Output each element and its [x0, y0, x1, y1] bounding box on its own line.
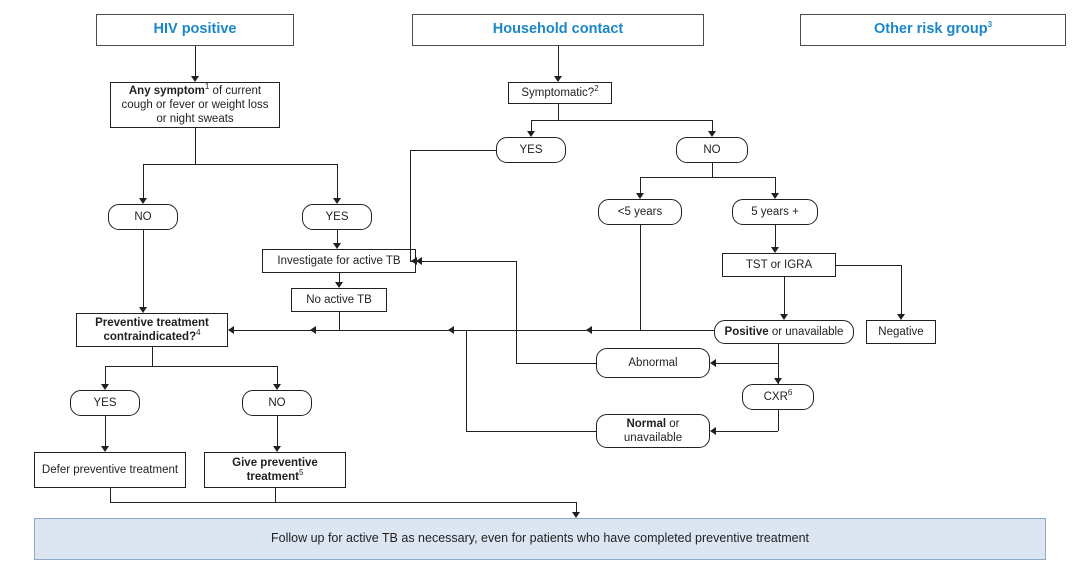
node-contact-no [676, 137, 748, 163]
node-any-symptom-label [115, 84, 275, 126]
edge-contact-no-to-5plus [775, 177, 776, 193]
header-other-risk-group-label [874, 21, 992, 39]
edge-contra-stem [152, 347, 153, 366]
edge-arrow-contra-from-no [139, 307, 147, 313]
edge-symptomatic-stem [558, 104, 559, 120]
node-5-years-plus-label: 5 years + [751, 205, 799, 218]
node-cxr-text: CXR [763, 390, 788, 403]
edge-cxr-to-abnormal-v [778, 363, 779, 384]
node-cxr-superscript: 6 [787, 388, 793, 398]
node-under-5-years-label: <5 years [617, 205, 663, 218]
node-hiv-yes-label: YES [325, 210, 349, 223]
edge-hiv-yes-to-investigate [337, 230, 338, 243]
node-contact-yes-label: YES [519, 143, 543, 156]
edge-any-symptom-bus [143, 164, 337, 165]
edge-arrow-normal [710, 427, 716, 435]
edge-any-symptom-to-no [143, 164, 144, 198]
edge-any-symptom-to-yes [337, 164, 338, 198]
edge-contra-to-yes [105, 366, 106, 384]
edge-arrow-5plus [771, 193, 779, 199]
edge-cxr-to-abnormal-h [716, 363, 778, 364]
node-any-symptom [110, 82, 280, 128]
node-symptomatic [508, 82, 612, 104]
node-contra-no [242, 390, 312, 416]
node-any-symptom-bold: Any symptom [128, 84, 205, 97]
node-hiv-no [108, 204, 178, 230]
node-contact-yes [496, 137, 566, 163]
node-contra-yes [70, 390, 140, 416]
edge-arrow-investigate-from-abnormal [416, 257, 422, 265]
node-symptomatic-superscript: 2 [594, 84, 599, 94]
edge-tst-to-negative-v [901, 265, 902, 314]
edge-symptomatic-to-no [712, 120, 713, 131]
edge-arrow-no-active-tb [335, 282, 343, 288]
edge-arrow-defer [101, 446, 109, 452]
edge-arrow-negative [897, 314, 905, 320]
node-give-preventive-text: Give preventive treatment [232, 456, 318, 483]
node-defer-preventive-treatment [34, 452, 186, 488]
edge-defer-down [110, 488, 111, 502]
edge-arrow-contra-yes [101, 384, 109, 390]
edge-yes-to-defer [105, 416, 106, 446]
edge-contra-to-no [277, 366, 278, 384]
edge-5plus-to-tst [775, 225, 776, 247]
header-other-risk-group-text: Other risk group [873, 21, 988, 38]
node-any-symptom-superscript: 1 [204, 82, 210, 92]
node-tst-or-igra-label: TST or IGRA [745, 258, 813, 271]
edge-hiv-no-to-contra [143, 230, 144, 307]
node-no-active-tb-label: No active TB [306, 293, 372, 306]
edge-abnormal-up [516, 261, 517, 363]
edge-give-down [275, 488, 276, 502]
node-normal-or-unavailable [596, 414, 710, 448]
node-defer-preventive-treatment-label: Defer preventive treatment [41, 463, 179, 476]
edge-contact-no-stem [712, 163, 713, 177]
edge-arrow-bus-mid-2 [448, 326, 454, 334]
edge-contact-no-to-under5 [640, 177, 641, 193]
edge-under5-to-bus [640, 225, 641, 330]
node-preventive-contraindicated-label [81, 316, 223, 344]
node-investigate-active-tb [262, 249, 416, 273]
node-symptomatic-text: Symptomatic? [521, 86, 595, 99]
edge-arrow-abnormal [710, 359, 716, 367]
header-household-contact [412, 14, 704, 46]
node-5-years-plus [732, 199, 818, 225]
edge-abnormal-left [516, 363, 596, 364]
edge-contact-no-bus [640, 177, 775, 178]
header-hiv-positive-label: HIV positive [153, 21, 237, 38]
edge-contact-yes-down [410, 150, 411, 261]
node-normal-bold: Normal [626, 417, 667, 430]
header-household-contact-label: Household contact [492, 21, 624, 38]
node-under-5-years [598, 199, 682, 225]
edge-arrow-hiv-yes [333, 198, 341, 204]
node-contact-no-label: NO [703, 143, 721, 156]
node-investigate-active-tb-label: Investigate for active TB [277, 254, 401, 267]
node-positive-or-unavailable-label [725, 325, 844, 339]
edge-abnormal-to-investigate [424, 261, 516, 262]
edge-arrow-contact-yes [527, 131, 535, 137]
edge-arrow-positive [780, 314, 788, 320]
node-preventive-contraindicated-text: Preventive treatment contraindicated? [95, 316, 209, 343]
edge-arrow-any-symptom [191, 76, 199, 82]
node-symptomatic-label [521, 86, 598, 100]
node-cxr [742, 384, 814, 410]
node-hiv-yes [302, 204, 372, 230]
header-hiv-positive [96, 14, 294, 46]
node-give-preventive-superscript: 5 [298, 468, 304, 478]
edge-arrow-follow-up [572, 512, 580, 518]
node-give-preventive-treatment-label [209, 456, 341, 484]
node-follow-up-label: Follow up for active TB as necessary, even for patients who have completed preventive treatment [270, 531, 809, 546]
edge-hiv-header-to-any-symptom [195, 46, 196, 76]
node-negative-label: Negative [878, 325, 924, 338]
edge-normal-up [466, 330, 467, 431]
node-normal-rest: or unavailable [623, 417, 683, 444]
node-abnormal-label: Abnormal [628, 356, 678, 369]
edge-any-symptom-stem [195, 128, 196, 164]
edge-tst-to-positive [784, 277, 785, 314]
edge-bottom-bus [110, 502, 576, 503]
node-positive-bold: Positive [724, 325, 769, 338]
edge-arrow-symptomatic [554, 76, 562, 82]
header-other-risk-group-superscript: 3 [987, 20, 993, 30]
edge-arrow-tst [771, 247, 779, 253]
node-no-active-tb [291, 288, 387, 312]
edge-household-header-to-symptomatic [558, 46, 559, 76]
node-normal-or-unavailable-label [601, 417, 705, 445]
node-positive-or-unavailable [714, 320, 854, 344]
edge-arrow-hiv-no [139, 198, 147, 204]
node-give-preventive-treatment [204, 452, 346, 488]
node-tst-or-igra [722, 253, 836, 277]
edge-tst-to-negative-h [836, 265, 901, 266]
edge-arrow-under5 [636, 193, 644, 199]
edge-arrow-investigate-from-yes [333, 243, 341, 249]
edge-symptomatic-to-yes [531, 120, 532, 131]
edge-normal-left [466, 431, 596, 432]
edge-main-bus-to-contra [234, 330, 714, 331]
edge-arrow-bus-mid-1 [310, 326, 316, 334]
edge-no-to-give [277, 416, 278, 446]
edge-contra-bus [105, 366, 277, 367]
node-abnormal [596, 348, 710, 378]
edge-arrow-contra-no [273, 384, 281, 390]
edge-arrow-contact-no [708, 131, 716, 137]
edge-symptomatic-bus [531, 120, 712, 121]
node-negative [866, 320, 936, 344]
edge-cxr-to-normal-v [778, 410, 779, 431]
edge-arrow-bus-mid-3 [586, 326, 592, 334]
node-cxr-label [764, 390, 793, 404]
header-other-risk-group [800, 14, 1066, 46]
node-any-symptom-rest: of current cough or fever or weight loss or night sweats [121, 84, 269, 126]
edge-arrow-give [273, 446, 281, 452]
edge-cxr-to-normal-h [716, 431, 778, 432]
node-preventive-contraindicated [76, 313, 228, 347]
edge-no-active-tb-down [339, 312, 340, 330]
node-follow-up-banner [34, 518, 1046, 560]
node-positive-rest: or unavailable [768, 325, 844, 338]
edge-investigate-to-no-active-tb [339, 273, 340, 282]
node-contra-yes-label: YES [93, 396, 117, 409]
edge-contact-yes-left [410, 150, 496, 151]
edge-bottom-to-banner [576, 502, 577, 512]
node-preventive-contraindicated-superscript: 4 [196, 328, 201, 338]
node-contra-no-label: NO [268, 396, 286, 409]
node-hiv-no-label: NO [134, 210, 152, 223]
